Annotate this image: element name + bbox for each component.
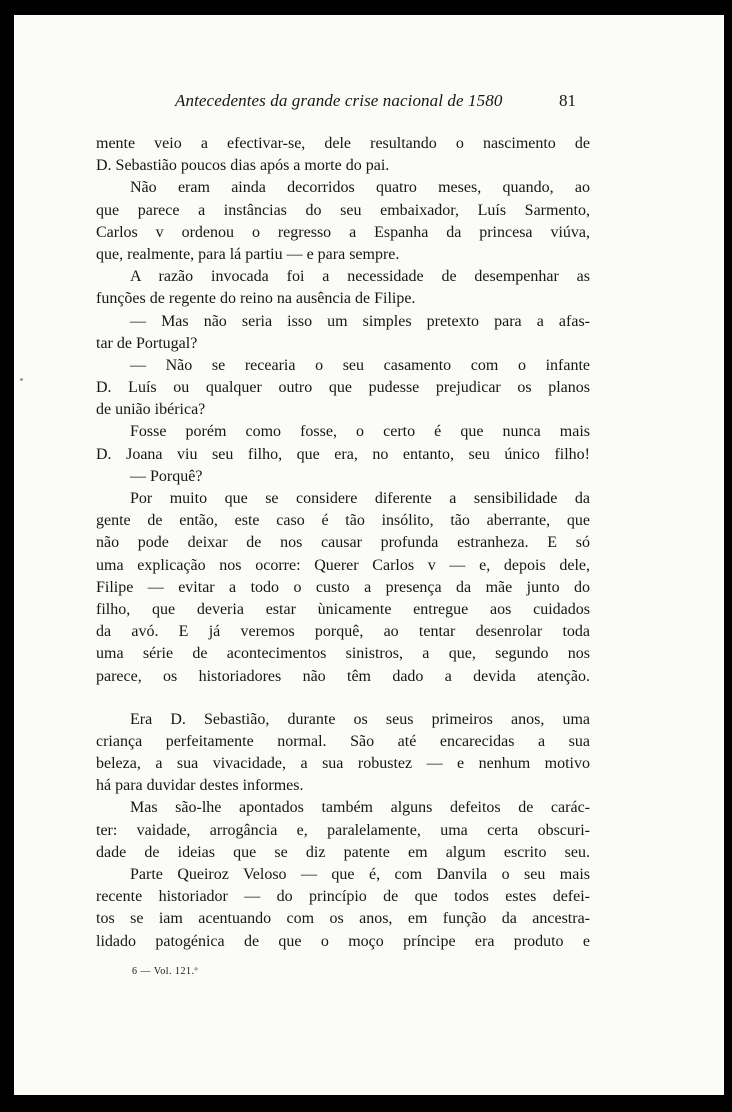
text-line: D. Sebastião poucos dias após a morte do pai. <box>96 157 390 175</box>
page-header <box>14 91 724 115</box>
printer-signature: 6 — Vol. 121.º <box>132 966 199 977</box>
body-text <box>96 133 590 953</box>
text-line: uma série de acontecimentos sinistros, a que, segundo nos <box>96 645 590 663</box>
text-line: — Porquê? <box>130 467 203 485</box>
text-line: A razão invocada foi a necessidade de desempenhar as <box>130 268 590 286</box>
text-line: dade de ideias que se diz patente em algum escrito seu. <box>96 843 590 861</box>
text-line: mente veio a efectivar-se, dele resultando o nascimento de <box>96 135 590 152</box>
text-line: Não eram ainda decorridos quatro meses, quando, ao <box>130 179 590 197</box>
book-page <box>14 15 724 1095</box>
text-line: uma explicação nos ocorre: Querer Carlos v — e, depois dele, <box>96 556 590 574</box>
text-line: recente historiador — do princípio de que todos estes defei- <box>96 888 590 906</box>
text-line: filho, que deveria estar ùnicamente entregue aos cuidados <box>96 600 590 618</box>
text-line: lidado patogénica de que o moço príncipe era produto e <box>96 932 590 950</box>
text-line: ter: vaidade, arrogância e, paralelamente, uma certa obscuri- <box>96 821 590 839</box>
text-line: Filipe — evitar a todo o custo a presença da mãe junto do <box>96 578 590 596</box>
text-line: beleza, a sua vivacidade, a sua robustez — e nenhum motivo <box>96 755 590 773</box>
text-line: criança perfeitamente normal. São até encarecidas a sua <box>96 732 590 750</box>
text-line: gente de então, este caso é tão insólito, tão aberrante, que <box>96 512 590 530</box>
page-number: 81 <box>559 91 576 110</box>
text-line: que, realmente, para lá partiu — e para sempre. <box>96 245 400 263</box>
text-line: Era D. Sebastião, durante os seus primeiros anos, uma <box>130 710 590 728</box>
text-line: não pode deixar de nos causar profunda estranheza. E só <box>96 534 590 552</box>
edge-mark <box>20 378 23 381</box>
running-title: Antecedentes da grande crise nacional de 1580 <box>175 91 503 110</box>
text-line: Parte Queiroz Veloso — que é, com Danvila o seu mais <box>130 866 590 883</box>
text-line: que parece a instâncias do seu embaixador, Luís Sarmento, <box>96 201 590 219</box>
text-line: Carlos v ordenou o regresso a Espanha da princesa viúva, <box>96 223 590 241</box>
text-line: parece, os historiadores não têm dado a devida atenção. <box>96 667 590 685</box>
text-line: D. Luís ou qualquer outro que pudesse prejudicar os planos <box>96 379 590 397</box>
section-gap <box>96 688 590 709</box>
text-line: da avó. E já veremos porquê, ao tentar desenrolar toda <box>96 623 590 641</box>
text-line: — Não se recearia o seu casamento com o infante <box>130 356 590 374</box>
text-line: Fosse porém como fosse, o certo é que nunca mais <box>130 423 590 441</box>
text-line: de união ibérica? <box>96 401 206 419</box>
text-line: funções de regente do reino na ausência de Filipe. <box>96 290 416 308</box>
text-line: tos se iam acentuando com os anos, em função da ancestra- <box>96 910 590 928</box>
text-line: há para duvidar destes informes. <box>96 777 304 795</box>
text-line: Por muito que se considere diferente a sensibilidade da <box>130 490 590 507</box>
text-line: Mas são-lhe apontados também alguns defeitos de carác- <box>130 799 590 817</box>
text-line: D. Joana viu seu filho, que era, no entanto, seu único filho! <box>96 445 590 463</box>
text-line: — Mas não seria isso um simples pretexto para a afas- <box>130 312 590 330</box>
text-line: tar de Portugal? <box>96 334 198 352</box>
